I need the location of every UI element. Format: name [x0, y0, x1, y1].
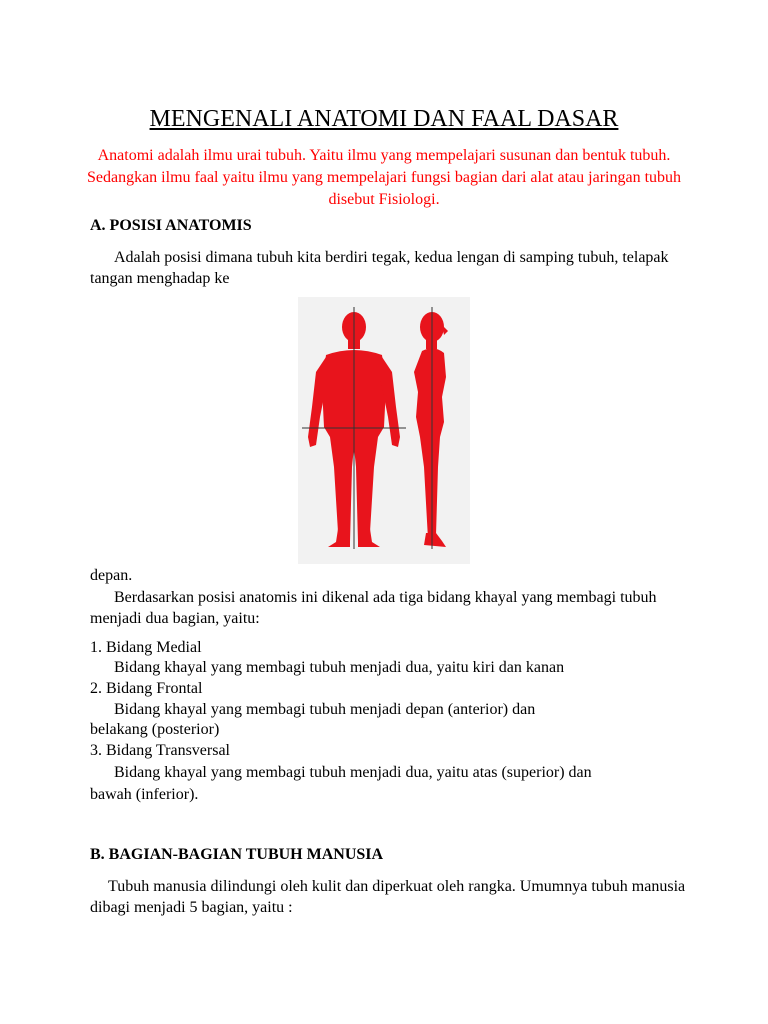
plane-2-description-text: Bidang khayal yang membagi tubuh menjadi depan (anterior) dan [114, 701, 536, 718]
section-a-heading: A. POSISI ANATOMIS [90, 217, 252, 234]
anatomical-position-figure [298, 297, 470, 564]
section-b-paragraph-1 [90, 876, 690, 918]
human-body-illustration [298, 297, 470, 564]
plane-3-name: 3. Bidang Transversal [90, 742, 230, 759]
section-a-paragraph-2-text: Berdasarkan posisi anatomis ini dikenal ada tiga bidang khayal yang membagi tubuh menjadi dua bagian, yaitu: [90, 589, 657, 627]
plane-3-description-cont: bawah (inferior). [90, 786, 199, 803]
document-title: MENGENALI ANATOMI DAN FAAL DASAR [149, 106, 619, 132]
section-b-heading: B. BAGIAN-BAGIAN TUBUH MANUSIA [90, 846, 384, 863]
plane-1-description-text: Bidang khayal yang membagi tubuh menjadi dua, yaitu kiri dan kanan [114, 659, 565, 676]
section-b-paragraph-1-text: Tubuh manusia dilindungi oleh kulit dan diperkuat oleh rangka. Umumnya tubuh manusia dibagi menjadi 5 bagian, yaitu : [90, 878, 686, 916]
plane-1-description [90, 658, 564, 678]
section-a-paragraph-1 [90, 247, 690, 289]
plane-2-description [90, 700, 535, 720]
side-body-silhouette [414, 312, 448, 547]
plane-2-description-cont: belakang (posterior) [90, 721, 220, 738]
plane-2-name: 2. Bidang Frontal [90, 680, 203, 697]
plane-1-name: 1. Bidang Medial [90, 639, 202, 656]
section-a-paragraph-1-end: depan. [90, 567, 133, 584]
section-a-paragraph-1-text: Adalah posisi dimana tubuh kita berdiri tegak, kedua lengan di samping tubuh, telapak tangan menghadap ke [90, 249, 669, 287]
intro-paragraph: Anatomi adalah ilmu urai tubuh. Yaitu ilmu yang mempelajari susunan dan bentuk tubuh. Sedangkan ilmu faal yaitu ilmu yang mempelajari fungsi bagian dari alat atau jaringan tubuh disebut Fisiologi. [86, 147, 682, 208]
section-a-paragraph-2 [90, 587, 690, 629]
plane-3-description [90, 763, 592, 783]
plane-3-description-text: Bidang khayal yang membagi tubuh menjadi dua, yaitu atas (superior) dan [114, 764, 592, 781]
